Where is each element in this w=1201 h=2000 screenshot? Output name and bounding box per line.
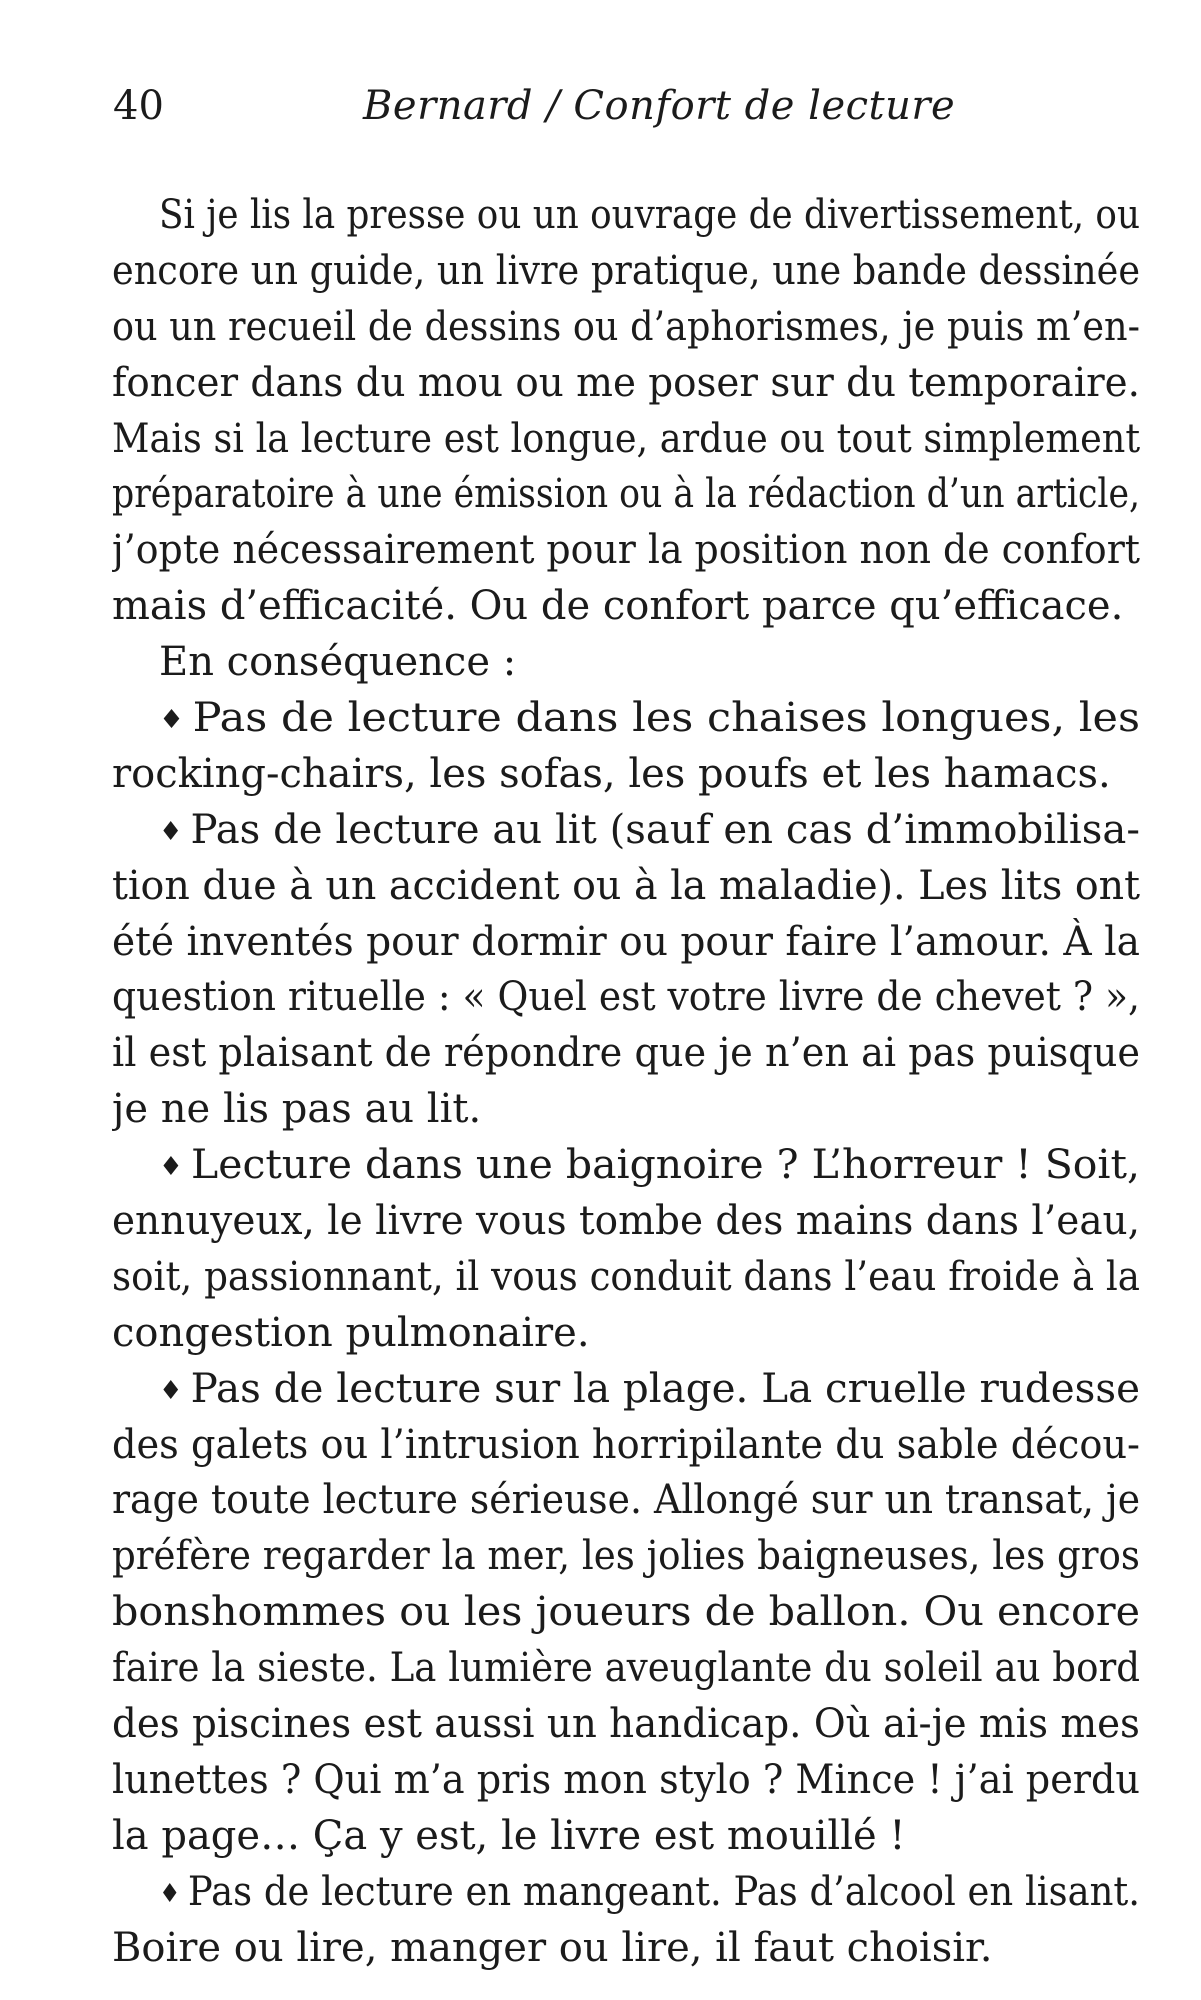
line-text: tion due à un accident ou à la maladie). Les lits ont	[112, 862, 1140, 909]
line-text: ou un recueil de dessins ou d’aphorismes, je puis m’en-	[112, 303, 1140, 350]
text-line	[112, 244, 1140, 300]
line-content	[112, 1250, 1140, 1306]
line-text: Mais si la lecture est longue, ardue ou tout simplement	[112, 415, 1140, 462]
text-line	[112, 1753, 1140, 1809]
text-line	[112, 412, 1140, 468]
line-text: En conséquence :	[159, 639, 517, 686]
text-line	[112, 1082, 1140, 1138]
line-text: la page… Ça y est, le livre est mouillé !	[112, 1812, 906, 1859]
line-content	[159, 188, 1140, 244]
bullet-line	[112, 803, 1140, 859]
text-line	[112, 915, 1140, 971]
line-text: mais d’efficacité. Ou de confort parce qu’efficace.	[112, 583, 1124, 630]
text-line	[112, 1194, 1140, 1250]
line-text: il est plaisant de répondre que je n’en ai pas puisque	[112, 1030, 1140, 1077]
line-content	[112, 1697, 1140, 1753]
line-content	[112, 523, 1140, 579]
line-content	[112, 1082, 481, 1138]
line-text: congestion pulmonaire.	[112, 1309, 590, 1356]
line-content	[112, 1306, 590, 1362]
text-line	[112, 1921, 1140, 1977]
bullet-line	[112, 691, 1140, 747]
line-content	[159, 1138, 1140, 1194]
page-header	[113, 78, 1143, 138]
bullet-line	[112, 1362, 1140, 1418]
line-text: des galets ou l’intrusion horripilante du sable décou-	[112, 1421, 1140, 1468]
line-text: bonshommes ou les joueurs de ballon. Ou encore	[112, 1589, 1140, 1636]
line-text: rocking-chairs, les sofas, les poufs et les hamacs.	[112, 750, 1111, 797]
line-text: encore un guide, un livre pratique, une bande dessinée	[112, 247, 1140, 294]
line-content	[112, 1473, 1140, 1529]
line-text: préparatoire à une émission ou à la rédaction d’un article,	[112, 471, 1140, 518]
text-line	[112, 747, 1140, 803]
line-content	[112, 747, 1111, 803]
line-content	[112, 1194, 1140, 1250]
line-text: été inventés pour dormir ou pour faire l’amour. À la	[112, 918, 1140, 965]
line-text: Pas de lecture sur la plage. La cruelle rudesse	[190, 1365, 1140, 1412]
line-content	[112, 1921, 992, 1977]
line-content	[112, 1753, 1140, 1809]
line-content	[112, 356, 1140, 412]
line-content	[112, 1529, 1140, 1585]
text-line	[112, 1250, 1140, 1306]
running-title: Bernard / Confort de lecture	[363, 83, 956, 129]
text-line	[112, 523, 1140, 579]
line-text: préfère regarder la mer, les jolies baigneuses, les gros	[112, 1533, 1140, 1580]
line-content	[159, 635, 516, 691]
line-text: question rituelle : « Quel est votre livre de chevet ? »,	[112, 974, 1140, 1021]
page-number: 40	[113, 83, 164, 129]
line-content	[112, 412, 1140, 468]
text-line	[112, 579, 1140, 635]
line-text: soit, passionnant, il vous conduit dans l’eau froide à la	[112, 1253, 1140, 1300]
body-text	[112, 188, 1140, 1977]
line-content	[112, 1809, 905, 1865]
line-content	[112, 300, 1140, 356]
line-text: Si je lis la presse ou un ouvrage de divertissement, ou	[159, 192, 1140, 238]
text-line	[112, 1809, 1140, 1865]
text-line	[112, 1529, 1140, 1585]
line-content	[112, 579, 1123, 635]
line-text: Pas de lecture dans les chaises longues, les	[192, 695, 1140, 742]
line-text: je ne lis pas au lit.	[112, 1086, 482, 1133]
line-content	[159, 691, 1140, 747]
line-content	[112, 1026, 1140, 1082]
line-content	[112, 467, 1140, 523]
line-text: j’opte nécessairement pour la position non de confort	[112, 527, 1140, 574]
text-line	[112, 1418, 1140, 1474]
bullet-diamond-icon: ♦	[159, 1375, 183, 1406]
bullet-diamond-icon: ♦	[159, 816, 183, 847]
bullet-line	[112, 1138, 1140, 1194]
line-text: Pas de lecture en mangeant. Pas d’alcool en lisant.	[187, 1868, 1140, 1915]
bullet-diamond-icon: ♦	[159, 1152, 183, 1183]
line-content	[159, 1865, 1140, 1921]
bullet-diamond-icon: ♦	[159, 1878, 181, 1909]
line-text: ennuyeux, le livre vous tombe des mains dans l’eau,	[112, 1198, 1140, 1245]
line-content	[112, 915, 1140, 971]
line-content	[112, 244, 1140, 300]
line-content	[159, 803, 1140, 859]
bullet-line	[112, 1865, 1140, 1921]
text-line	[112, 635, 1140, 691]
line-content	[112, 1418, 1140, 1474]
line-content	[159, 1362, 1140, 1418]
text-line	[112, 970, 1140, 1026]
text-line	[112, 300, 1140, 356]
line-text: lunettes ? Qui m’a pris mon stylo ? Mince ! j’ai perdu	[112, 1756, 1140, 1803]
text-line	[112, 859, 1140, 915]
text-line	[112, 1641, 1140, 1697]
text-line	[112, 1697, 1140, 1753]
bullet-diamond-icon: ♦	[159, 705, 185, 736]
text-line	[112, 188, 1140, 244]
line-text: Boire ou lire, manger ou lire, il faut choisir.	[112, 1924, 993, 1971]
line-text: Pas de lecture au lit (sauf en cas d’immobilisa-	[190, 806, 1140, 853]
text-line	[112, 1306, 1140, 1362]
line-content	[112, 1641, 1140, 1697]
line-text: des piscines est aussi un handicap. Où ai-je mis mes	[112, 1701, 1140, 1748]
line-text: faire la sieste. La lumière aveuglante du soleil au bord	[112, 1645, 1140, 1692]
text-line	[112, 1026, 1140, 1082]
line-text: Lecture dans une baignoire ? L’horreur ! Soit,	[191, 1142, 1140, 1189]
text-line	[112, 1585, 1140, 1641]
line-text: foncer dans du mou ou me poser sur du temporaire.	[112, 359, 1140, 406]
line-content	[112, 970, 1140, 1026]
text-line	[112, 467, 1140, 523]
line-text: rage toute lecture sérieuse. Allongé sur un transat, je	[112, 1477, 1140, 1524]
text-line	[112, 1473, 1140, 1529]
line-content	[112, 1585, 1140, 1641]
text-line	[112, 356, 1140, 412]
line-content	[112, 859, 1140, 915]
